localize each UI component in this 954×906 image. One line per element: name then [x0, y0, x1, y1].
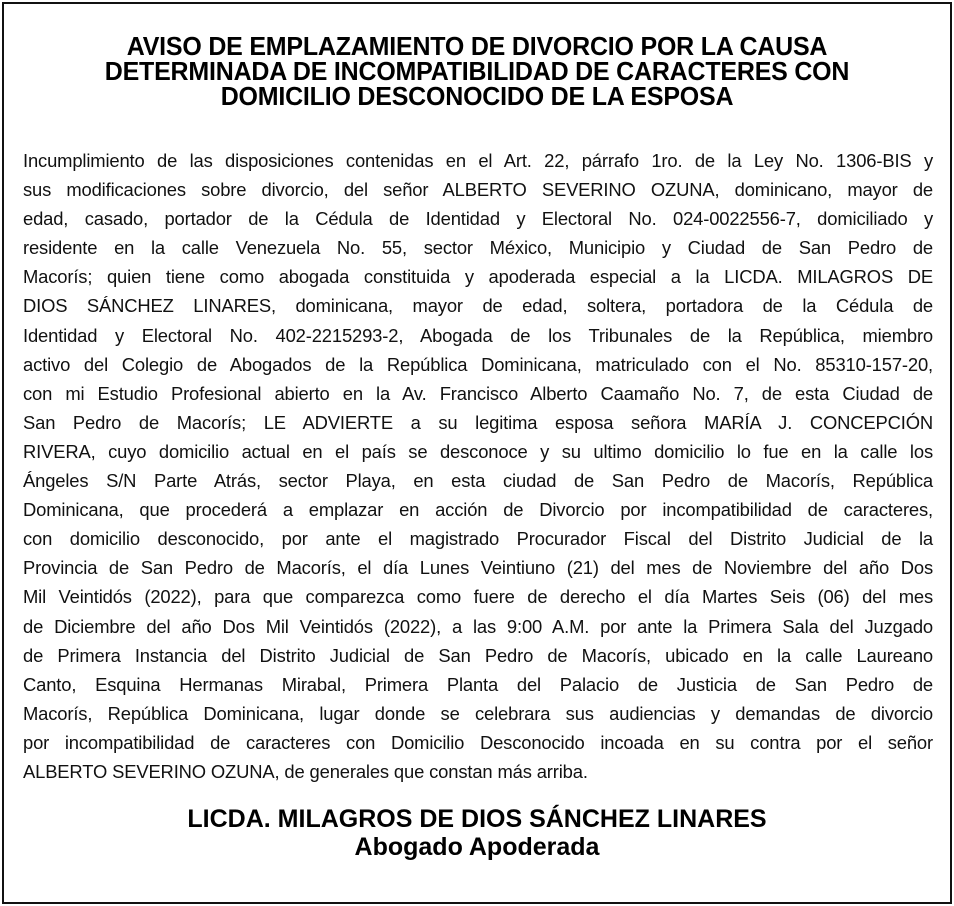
body-line: Dominicana, que procederá a emplazar en acción de Divorcio por incompatibilidad de caracteres, [23, 499, 933, 521]
notice-title [23, 31, 931, 111]
notice-body [23, 146, 933, 786]
body-line: por incompatibilidad de caracteres con Domicilio Desconocido incoada en su contra por el señor [23, 731, 933, 753]
body-line: DIOS SÁNCHEZ LINARES, dominicana, mayor de edad, soltera, portadora de la Cédula de [23, 295, 933, 317]
body-line: de Diciembre del año Dos Mil Veintidós (2022), a las 9:00 A.M. por ante la Primera Sala del Juzgado [23, 615, 933, 637]
signature-name: LICDA. MILAGROS DE DIOS SÁNCHEZ LINARES [187, 805, 767, 833]
body-line: activo del Colegio de Abogados de la República Dominicana, matriculado con el No. 85310-157-20, [23, 353, 933, 375]
body-line: Mil Veintidós (2022), para que comparezca como fuere de derecho el día Martes Seis (06) del mes [23, 586, 933, 608]
body-line: residente en la calle Venezuela No. 55, sector México, Municipio y Ciudad de San Pedro de [23, 237, 933, 259]
body-line: RIVERA, cuyo domicilio actual en el país se desconoce y su ultimo domicilio lo fue en la calle los [23, 440, 933, 462]
body-line: edad, casado, portador de la Cédula de Identidad y Electoral No. 024-0022556-7, domiciliado y [23, 208, 933, 230]
legal-notice [2, 2, 952, 904]
body-line: sus modificaciones sobre divorcio, del señor ALBERTO SEVERINO OZUNA, dominicano, mayor de [23, 179, 933, 201]
body-line: ALBERTO SEVERINO OZUNA, de generales que constan más arriba. [23, 760, 588, 782]
body-line: Incumplimiento de las disposiciones contenidas en el Art. 22, párrafo 1ro. de la Ley No. 1306-BIS y [23, 150, 933, 171]
body-line: San Pedro de Macorís; LE ADVIERTE a su legitima esposa señora MARÍA J. CONCEPCIÓN [23, 411, 933, 433]
notice-title-line: DOMICILIO DESCONOCIDO DE LA ESPOSA [220, 81, 734, 111]
body-line: con mi Estudio Profesional abierto en la Av. Francisco Alberto Caamaño No. 7, de esta Ciudad de [23, 382, 933, 404]
body-line: con domicilio desconocido, por ante el magistrado Procurador Fiscal del Distrito Judicial de la [23, 528, 933, 550]
body-line: Macorís; quien tiene como abogada constituida y apoderada especial a la LICDA. MILAGROS DE [23, 266, 933, 288]
body-line: Identidad y Electoral No. 402-2215293-2, Abogada de los Tribunales de la República, miembro [23, 324, 933, 346]
notice-title-line: AVISO DE EMPLAZAMIENTO DE DIVORCIO POR LA CAUSA [126, 31, 828, 61]
signature-role: Abogado Apoderada [354, 833, 600, 861]
body-line: Canto, Esquina Hermanas Mirabal, Primera Planta del Palacio de Justicia de San Pedro de [23, 673, 933, 695]
notice-title-line: DETERMINADA DE INCOMPATIBILIDAD DE CARACTERES CON [104, 56, 850, 86]
body-line: Ángeles S/N Parte Atrás, sector Playa, en esta ciudad de San Pedro de Macorís, República [23, 470, 933, 492]
body-line: Macorís, República Dominicana, lugar donde se celebrara sus audiencias y demandas de divorcio [23, 702, 933, 724]
body-line: de Primera Instancia del Distrito Judicial de San Pedro de Macorís, ubicado en la calle Laureano [23, 644, 933, 666]
body-line: Provincia de San Pedro de Macorís, el día Lunes Veintiuno (21) del mes de Noviembre del año Dos [23, 557, 933, 579]
